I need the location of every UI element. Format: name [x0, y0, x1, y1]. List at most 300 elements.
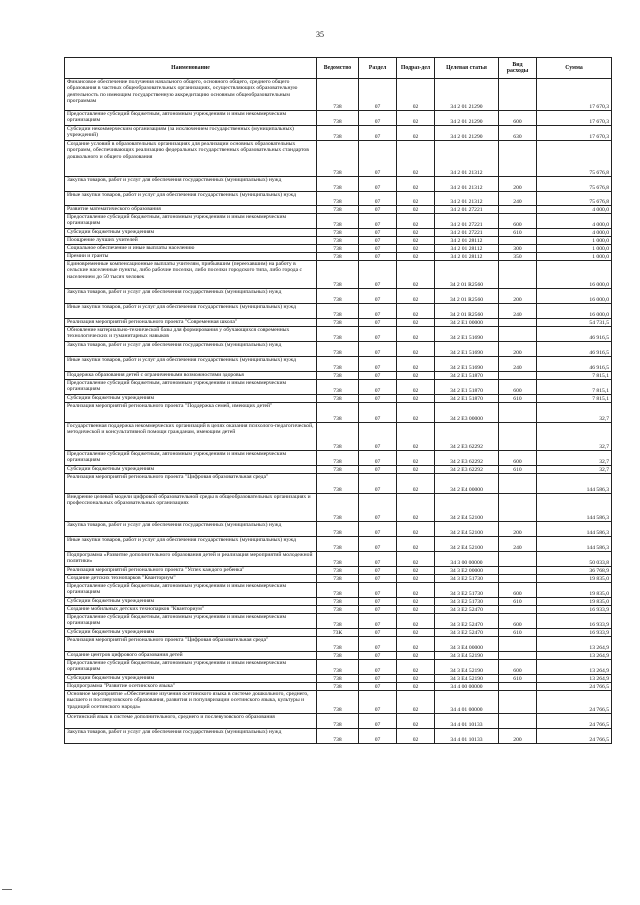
cell-expense-type: 200 [499, 729, 537, 744]
cell-sum: 19 835,0 [537, 583, 612, 598]
cell-expense-type: 600 [499, 380, 537, 395]
cell-department: 738 [317, 253, 359, 261]
cell-name: Государственная поддержка некоммерческих организаций в целях оказания психолого-педагогической, методической и консультативной помощи гражданам, имеющим детей [65, 423, 317, 451]
cell-section: 07 [359, 380, 397, 395]
table-header-row [65, 58, 612, 79]
scan-edge-mark [2, 889, 12, 890]
cell-expense-type [499, 714, 537, 729]
cell-section: 07 [359, 214, 397, 229]
cell-target-article: 34 3 E2 00000 [435, 567, 499, 575]
cell-sum: 24 766,5 [537, 683, 612, 691]
cell-department: 738 [317, 206, 359, 214]
cell-target-article: 34 2 01 28112 [435, 253, 499, 261]
cell-expense-type [499, 606, 537, 614]
cell-section: 07 [359, 474, 397, 494]
cell-name: Субсидии бюджетным учреждениям [65, 395, 317, 403]
cell-department: 738 [317, 289, 359, 304]
cell-name: Субсидии бюджетным учреждениям [65, 629, 317, 637]
table-row [65, 598, 612, 606]
cell-target-article: 34 3 00 00000 [435, 552, 499, 567]
table-row [65, 380, 612, 395]
table-row [65, 304, 612, 319]
cell-sum: 144 586,3 [537, 474, 612, 494]
cell-sum: 24 766,5 [537, 691, 612, 714]
cell-department: 738 [317, 141, 359, 177]
cell-section: 07 [359, 253, 397, 261]
table-row [65, 691, 612, 714]
table-row [65, 575, 612, 583]
cell-subsection: 02 [397, 126, 435, 141]
cell-subsection: 02 [397, 466, 435, 474]
cell-section: 07 [359, 637, 397, 652]
cell-sum: 32,7 [537, 451, 612, 466]
cell-name: Закупка товаров, работ и услуг для обеспечения государственных (муниципальных) нужд [65, 729, 317, 744]
cell-sum: 16 933,9 [537, 629, 612, 637]
cell-department: 738 [317, 552, 359, 567]
cell-name: Социальное обеспечение и иные выплаты населению [65, 245, 317, 253]
cell-department: 738 [317, 598, 359, 606]
cell-name: Субсидии бюджетным учреждениям [65, 675, 317, 683]
cell-target-article: 34 2 01 21312 [435, 177, 499, 192]
cell-target-article: 34 2 01 21290 [435, 111, 499, 126]
cell-section: 07 [359, 494, 397, 522]
cell-subsection: 02 [397, 575, 435, 583]
cell-subsection: 02 [397, 177, 435, 192]
cell-department: 738 [317, 177, 359, 192]
cell-section: 07 [359, 141, 397, 177]
header-target-article: Целевая статья [435, 58, 499, 79]
cell-subsection: 02 [397, 552, 435, 567]
cell-department: 738 [317, 660, 359, 675]
cell-expense-type [499, 206, 537, 214]
cell-sum: 24 766,5 [537, 714, 612, 729]
cell-subsection: 02 [397, 423, 435, 451]
cell-section: 07 [359, 606, 397, 614]
cell-name: Обновление материально-технической базы для формирования у обучающихся современных технологических и гуманитарных навыков [65, 327, 317, 342]
cell-name: Подпрограмма «Развитие дополнительного образования детей и реализация мероприятий молодежной политики» [65, 552, 317, 567]
table-row [65, 522, 612, 537]
cell-department: 738 [317, 691, 359, 714]
cell-section: 07 [359, 79, 397, 111]
cell-department: 738 [317, 245, 359, 253]
cell-expense-type [499, 403, 537, 423]
cell-subsection: 02 [397, 395, 435, 403]
cell-name: Создание детских технопарков "Кванториум" [65, 575, 317, 583]
cell-name: Предоставление субсидий бюджетным, автономным учреждениям и иным некоммерческим организациям [65, 380, 317, 395]
cell-expense-type: 600 [499, 660, 537, 675]
cell-section: 07 [359, 575, 397, 583]
cell-target-article: 34 2 01 21290 [435, 79, 499, 111]
cell-department: 738 [317, 675, 359, 683]
cell-department: 738 [317, 111, 359, 126]
cell-name: Предоставление субсидий бюджетным, автономным учреждениям и иным некоммерческим организациям [65, 214, 317, 229]
cell-target-article: 34 4 00 00000 [435, 683, 499, 691]
table-row [65, 675, 612, 683]
table-row [65, 423, 612, 451]
cell-target-article: 34 2 01 28112 [435, 237, 499, 245]
cell-name: Подпрограмма "Развитие осетинского языка" [65, 683, 317, 691]
table-row [65, 192, 612, 206]
cell-target-article: 34 3 E4 52190 [435, 675, 499, 683]
cell-subsection: 02 [397, 245, 435, 253]
cell-sum: 13 264,9 [537, 637, 612, 652]
cell-department: 738 [317, 304, 359, 319]
cell-expense-type: 610 [499, 675, 537, 683]
cell-name: Закупка товаров, работ и услуг для обеспечения государственных (муниципальных) нужд [65, 522, 317, 537]
cell-target-article: 34 2 01 R2560 [435, 304, 499, 319]
table-row [65, 606, 612, 614]
cell-name: Поощрение лучших учителей [65, 237, 317, 245]
cell-department: 738 [317, 583, 359, 598]
cell-department: 738 [317, 192, 359, 206]
table-row [65, 395, 612, 403]
cell-target-article: 34 2 E3 62292 [435, 466, 499, 474]
cell-subsection: 02 [397, 606, 435, 614]
cell-sum: 32,7 [537, 403, 612, 423]
cell-department: 738 [317, 494, 359, 522]
cell-sum: 75 676,8 [537, 177, 612, 192]
cell-expense-type: 610 [499, 466, 537, 474]
cell-section: 07 [359, 126, 397, 141]
cell-target-article: 34 2 01 21312 [435, 141, 499, 177]
cell-subsection: 02 [397, 261, 435, 289]
cell-sum: 7 815,1 [537, 380, 612, 395]
cell-expense-type [499, 423, 537, 451]
table-row [65, 141, 612, 177]
table-row [65, 261, 612, 289]
table-row [65, 474, 612, 494]
cell-name: Осетинский язык в системе дополнительного, среднего и послевузовского образования [65, 714, 317, 729]
cell-target-article: 34 3 E4 52190 [435, 660, 499, 675]
cell-subsection: 02 [397, 675, 435, 683]
cell-expense-type: 200 [499, 342, 537, 357]
cell-section: 07 [359, 206, 397, 214]
table-row [65, 466, 612, 474]
cell-section: 07 [359, 683, 397, 691]
header-section: Раздел [359, 58, 397, 79]
table-row [65, 652, 612, 660]
cell-subsection: 02 [397, 614, 435, 629]
cell-name: Финансовое обеспечение получения начального общего, основного общего, среднего общего образования в частных общеобразовательных организациях, осуществляющих образовательную деятельность по имеющим государственную аккредитацию основным общеобразовательным программам [65, 79, 317, 111]
table-body [65, 79, 612, 744]
table-row [65, 583, 612, 598]
cell-department: 738 [317, 423, 359, 451]
table-row [65, 214, 612, 229]
cell-name: Создание условий в образовательных организациях для реализации основных образовательных программ, обеспечивающих реализацию федеральных государственных образовательных стандартов дошкольного и общего образования [65, 141, 317, 177]
cell-department: 738 [317, 403, 359, 423]
cell-target-article: 34 2 E4 00000 [435, 474, 499, 494]
cell-section: 07 [359, 261, 397, 289]
cell-sum: 46 916,5 [537, 342, 612, 357]
cell-sum: 17 670,3 [537, 126, 612, 141]
cell-expense-type [499, 474, 537, 494]
cell-subsection: 02 [397, 319, 435, 327]
cell-subsection: 02 [397, 214, 435, 229]
cell-section: 07 [359, 567, 397, 575]
table-row [65, 494, 612, 522]
cell-expense-type: 630 [499, 126, 537, 141]
cell-name: Предоставление субсидий бюджетным, автономным учреждениям и иным некоммерческим организациям [65, 583, 317, 598]
cell-sum: 17 670,3 [537, 111, 612, 126]
table-row [65, 403, 612, 423]
cell-expense-type [499, 237, 537, 245]
cell-sum: 19 835,0 [537, 598, 612, 606]
cell-section: 07 [359, 319, 397, 327]
cell-target-article: 34 2 E1 00000 [435, 319, 499, 327]
cell-department: 738 [317, 575, 359, 583]
cell-section: 07 [359, 537, 397, 552]
cell-subsection: 02 [397, 79, 435, 111]
cell-department: 738 [317, 395, 359, 403]
table-row [65, 327, 612, 342]
cell-sum: 4 000,0 [537, 214, 612, 229]
cell-subsection: 02 [397, 583, 435, 598]
table-row [65, 237, 612, 245]
cell-sum: 16 000,0 [537, 304, 612, 319]
cell-sum: 50 033,8 [537, 552, 612, 567]
cell-subsection: 02 [397, 111, 435, 126]
cell-subsection: 02 [397, 357, 435, 372]
cell-section: 07 [359, 691, 397, 714]
cell-department: 738 [317, 451, 359, 466]
cell-name: Реализация мероприятий регионального проекта "Цифровая образовательная среда" [65, 474, 317, 494]
cell-subsection: 02 [397, 714, 435, 729]
cell-section: 07 [359, 342, 397, 357]
cell-section: 07 [359, 552, 397, 567]
cell-department: 738 [317, 319, 359, 327]
cell-department: 738 [317, 229, 359, 237]
cell-department: 738 [317, 327, 359, 342]
cell-target-article: 34 2 E4 52100 [435, 537, 499, 552]
cell-subsection: 02 [397, 327, 435, 342]
cell-section: 07 [359, 304, 397, 319]
header-expense-type: Вид расходы [499, 58, 537, 79]
cell-department: 738 [317, 466, 359, 474]
cell-target-article: 34 2 E1 51690 [435, 327, 499, 342]
cell-sum: 16 000,0 [537, 289, 612, 304]
cell-name: Субсидии бюджетным учреждениям [65, 466, 317, 474]
cell-target-article: 34 3 E2 51730 [435, 598, 499, 606]
cell-expense-type [499, 683, 537, 691]
cell-department: 73К [317, 629, 359, 637]
cell-expense-type: 610 [499, 629, 537, 637]
cell-expense-type: 610 [499, 229, 537, 237]
cell-name: Субсидии бюджетным учреждениям [65, 229, 317, 237]
cell-subsection: 02 [397, 229, 435, 237]
cell-target-article: 34 2 E1 51690 [435, 357, 499, 372]
cell-section: 07 [359, 111, 397, 126]
cell-target-article: 34 2 01 R2560 [435, 261, 499, 289]
cell-sum: 46 916,5 [537, 327, 612, 342]
cell-section: 07 [359, 660, 397, 675]
table-row [65, 729, 612, 744]
cell-target-article: 34 2 01 R2560 [435, 289, 499, 304]
cell-subsection: 02 [397, 598, 435, 606]
cell-subsection: 02 [397, 206, 435, 214]
cell-subsection: 02 [397, 522, 435, 537]
cell-target-article: 34 2 01 27221 [435, 214, 499, 229]
table-row [65, 229, 612, 237]
header-sum: Сумма [537, 58, 612, 79]
cell-name: Предоставление субсидий бюджетным, автономным учреждениям и иным некоммерческим организациям [65, 614, 317, 629]
cell-name: Создание центров цифрового образования детей [65, 652, 317, 660]
cell-subsection: 02 [397, 660, 435, 675]
cell-expense-type: 300 [499, 245, 537, 253]
cell-expense-type [499, 319, 537, 327]
cell-name: Иные закупки товаров, работ и услуг для обеспечения государственных (муниципальных) нужд [65, 304, 317, 319]
cell-name: Закупка товаров, работ и услуг для обеспечения государственных (муниципальных) нужд [65, 289, 317, 304]
cell-subsection: 02 [397, 629, 435, 637]
cell-expense-type [499, 575, 537, 583]
cell-target-article: 34 3 E2 52470 [435, 629, 499, 637]
cell-expense-type: 600 [499, 583, 537, 598]
cell-sum: 144 586,3 [537, 494, 612, 522]
header-department: Ведомство [317, 58, 359, 79]
cell-subsection: 02 [397, 141, 435, 177]
cell-subsection: 02 [397, 342, 435, 357]
cell-section: 07 [359, 583, 397, 598]
cell-name: Создание мобильных детских технопарков "Кванториум" [65, 606, 317, 614]
cell-sum: 75 676,8 [537, 141, 612, 177]
cell-expense-type: 600 [499, 111, 537, 126]
table-row [65, 111, 612, 126]
table-row [65, 637, 612, 652]
cell-department: 738 [317, 126, 359, 141]
cell-section: 07 [359, 629, 397, 637]
table-row [65, 660, 612, 675]
cell-expense-type: 600 [499, 214, 537, 229]
table-row [65, 372, 612, 380]
cell-name: Внедрение целевой модели цифровой образовательной среды в общеобразовательных организациях и профессиональных образовательных организациях [65, 494, 317, 522]
table-row [65, 253, 612, 261]
cell-section: 07 [359, 245, 397, 253]
cell-target-article: 34 3 E2 52470 [435, 606, 499, 614]
cell-subsection: 02 [397, 451, 435, 466]
cell-name: Реализация мероприятий регионального проекта "Современная школа" [65, 319, 317, 327]
cell-sum: 19 835,0 [537, 575, 612, 583]
cell-sum: 13 264,9 [537, 675, 612, 683]
cell-target-article: 34 3 E2 52470 [435, 614, 499, 629]
budget-table [64, 57, 612, 744]
cell-expense-type [499, 79, 537, 111]
cell-department: 738 [317, 522, 359, 537]
table-row [65, 245, 612, 253]
cell-sum: 75 676,8 [537, 192, 612, 206]
cell-section: 07 [359, 451, 397, 466]
cell-expense-type [499, 552, 537, 567]
cell-section: 07 [359, 598, 397, 606]
cell-name: Закупка товаров, работ и услуг для обеспечения государственных (муниципальных) нужд [65, 177, 317, 192]
cell-department: 738 [317, 537, 359, 552]
cell-name: Реализация мероприятий регионального проекта "Успех каждого ребенка" [65, 567, 317, 575]
cell-name: Реализация мероприятий регионального проекта "Поддержка семей, имеющих детей" [65, 403, 317, 423]
cell-sum: 1 000,0 [537, 245, 612, 253]
cell-section: 07 [359, 237, 397, 245]
table-row [65, 629, 612, 637]
cell-name: Премии и гранты [65, 253, 317, 261]
cell-target-article: 34 3 E4 00000 [435, 637, 499, 652]
cell-sum: 13 264,9 [537, 660, 612, 675]
cell-sum: 7 815,1 [537, 395, 612, 403]
cell-sum: 144 586,3 [537, 522, 612, 537]
cell-name: Предоставление субсидий бюджетным, автономным учреждениям и иным некоммерческим организациям [65, 111, 317, 126]
cell-subsection: 02 [397, 304, 435, 319]
cell-name: Основное мероприятие «Обеспечение изучения осетинского языка в системе дошкольного, среднего, высшего и послевузовского образования, развития и популяризации осетинского языка, культуры и традиций осетинского народа» [65, 691, 317, 714]
cell-subsection: 02 [397, 691, 435, 714]
table-row [65, 126, 612, 141]
cell-expense-type [499, 567, 537, 575]
cell-expense-type [499, 637, 537, 652]
cell-section: 07 [359, 372, 397, 380]
cell-expense-type: 610 [499, 395, 537, 403]
cell-section: 07 [359, 614, 397, 629]
cell-name: Предоставление субсидий бюджетным, автономным учреждениям и иным некоммерческим организациям [65, 451, 317, 466]
cell-expense-type [499, 261, 537, 289]
cell-expense-type: 240 [499, 537, 537, 552]
cell-department: 738 [317, 214, 359, 229]
cell-sum: 46 916,5 [537, 357, 612, 372]
cell-sum: 54 731,5 [537, 319, 612, 327]
cell-section: 07 [359, 357, 397, 372]
cell-sum: 16 000,0 [537, 261, 612, 289]
cell-expense-type [499, 691, 537, 714]
cell-expense-type: 200 [499, 177, 537, 192]
cell-name: Поддержка образования детей с ограниченными возможностями здоровья [65, 372, 317, 380]
cell-sum: 7 815,1 [537, 372, 612, 380]
cell-subsection: 02 [397, 380, 435, 395]
cell-department: 738 [317, 637, 359, 652]
cell-sum: 17 670,3 [537, 79, 612, 111]
cell-target-article: 34 2 01 21312 [435, 192, 499, 206]
cell-target-article: 34 4 01 10133 [435, 714, 499, 729]
cell-target-article: 34 4 01 00000 [435, 691, 499, 714]
cell-expense-type: 610 [499, 598, 537, 606]
cell-section: 07 [359, 729, 397, 744]
cell-expense-type [499, 494, 537, 522]
cell-expense-type: 600 [499, 614, 537, 629]
page-number: 35 [316, 30, 324, 39]
cell-target-article: 34 2 E4 52100 [435, 522, 499, 537]
table-row [65, 552, 612, 567]
cell-sum: 16 933,9 [537, 614, 612, 629]
cell-sum: 13 264,9 [537, 652, 612, 660]
cell-department: 738 [317, 474, 359, 494]
cell-subsection: 02 [397, 537, 435, 552]
cell-name: Иные закупки товаров, работ и услуг для обеспечения государственных (муниципальных) нужд [65, 537, 317, 552]
cell-department: 738 [317, 729, 359, 744]
cell-department: 738 [317, 342, 359, 357]
cell-name: Иные закупки товаров, работ и услуг для обеспечения государственных (муниципальных) нужд [65, 192, 317, 206]
cell-name: Закупка товаров, работ и услуг для обеспечения государственных (муниципальных) нужд [65, 342, 317, 357]
table-row [65, 537, 612, 552]
table-row [65, 357, 612, 372]
cell-target-article: 34 2 E3 00000 [435, 403, 499, 423]
cell-target-article: 34 2 01 28112 [435, 245, 499, 253]
cell-subsection: 02 [397, 403, 435, 423]
cell-subsection: 02 [397, 253, 435, 261]
cell-sum: 144 586,3 [537, 537, 612, 552]
cell-target-article: 34 2 E1 51870 [435, 372, 499, 380]
cell-target-article: 34 2 E3 62292 [435, 423, 499, 451]
cell-expense-type: 200 [499, 289, 537, 304]
cell-department: 738 [317, 357, 359, 372]
cell-target-article: 34 3 E2 51730 [435, 575, 499, 583]
cell-target-article: 34 2 01 27221 [435, 206, 499, 214]
cell-sum: 4 000,0 [537, 229, 612, 237]
cell-target-article: 34 2 E1 51870 [435, 395, 499, 403]
cell-department: 738 [317, 567, 359, 575]
cell-department: 738 [317, 714, 359, 729]
